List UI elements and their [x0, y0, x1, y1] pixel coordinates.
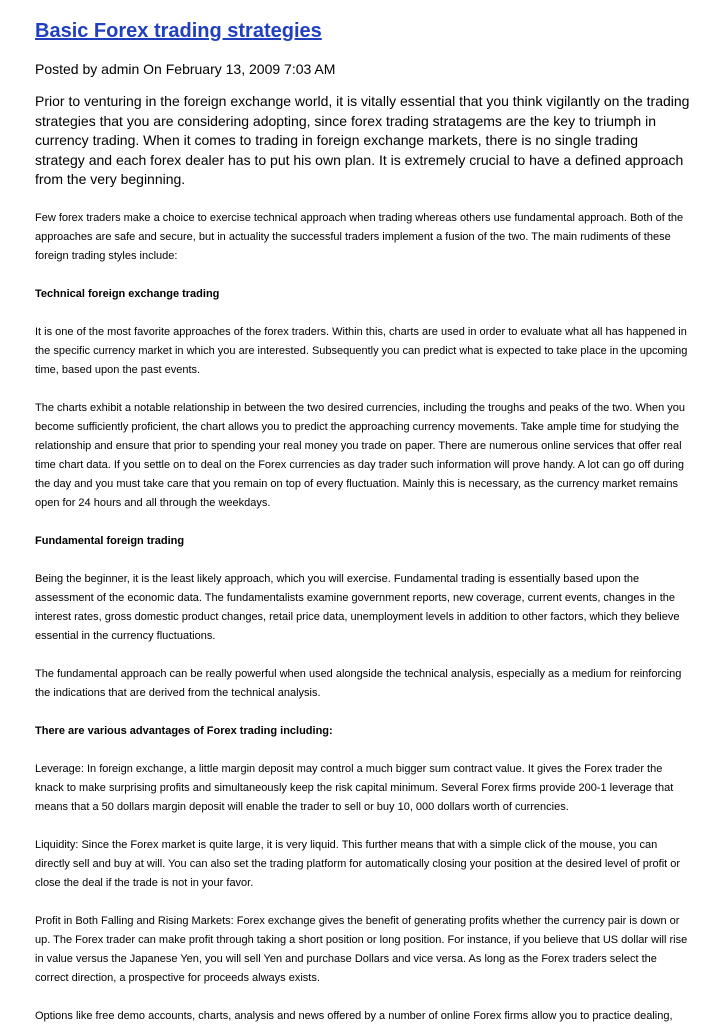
- paragraph-liquidity: Liquidity: Since the Forex market is quite large, it is very liquid. This further means that with a simple click of the mouse, you can directly sell and buy at will. You can also set the trading platform for automatically closing your position at the desired level of profit or close the deal if the trade is not in your favor.: [35, 838, 681, 889]
- paragraph-fundamental-overview: Being the beginner, it is the least likely approach, which you will exercise. Fundamental trading is essentially based upon the assessment of the economic data. The fundamentalists examine government reports, new coverage, current events, changes in the interest rates, gross domestic product changes, retail price data, unemployment levels in addition to other factors, which they believe essential in the currency fluctuations.: [35, 572, 680, 642]
- paragraph-charts: The charts exhibit a notable relationship in between the two desired currencies, including the troughs and peaks of the two. When you become sufficiently proficient, the chart allows you to predict the approaching currency movements. Take ample time for studying the relationship and ensure that prior to spending your real money you trade on paper. There are numerous online services that offer real time chart data. If you settle on to deal on the Forex currencies as day trader such information will prove handy. A lot can go off during the day and you must take care that you remain on top of every fluctuation. Mainly this is necessary, as the currency market remains open for 24 hours and all through the weekdays.: [35, 401, 685, 509]
- heading-advantages: There are various advantages of Forex trading including:: [35, 724, 333, 737]
- paragraph-fundamental-combined: The fundamental approach can be really powerful when used alongside the technical analysis, especially as a medium for reinforcing the indications that are derived from the technical analysis.: [35, 667, 682, 699]
- paragraph-options: Options like free demo accounts, charts, analysis and news offered by a number of online Forex firms allow you to practice dealing,: [35, 1009, 673, 1022]
- post-title[interactable]: Basic Forex trading strategies: [35, 20, 322, 42]
- paragraph-technical-overview: It is one of the most favorite approaches of the forex traders. Within this, charts are used in order to evaluate what all has happened in the specific currency market in which you are interested. Subsequently you can predict what is expected to take place in the upcoming time, based upon the past events.: [35, 325, 688, 376]
- document-page: [35, 19, 691, 1026]
- paragraph-profit-markets: Profit in Both Falling and Rising Markets: Forex exchange gives the benefit of generating profits whether the currency pair is down or up. The Forex trader can make profit through taking a short position or long position. For instance, if you believe that US dollar will rise in value versus the Japanese Yen, you will sell Yen and purchase Dollars and vice versa. As long as the Forex traders select the correct direction, a prospective for proceeds always exists.: [35, 914, 688, 984]
- heading-fundamental-trading: Fundamental foreign trading: [35, 534, 185, 547]
- post-byline: Posted by admin On February 13, 2009 7:03 AM: [35, 61, 336, 77]
- paragraph-leverage: Leverage: In foreign exchange, a little margin deposit may control a much bigger sum contract value. It gives the Forex trader the knack to make surprising profits and simultaneously keep the risk capital minimum. Several Forex firms provide 200-1 leverage that means that a 50 dollars margin deposit will enable the trader to sell or buy 10, 000 dollars worth of currencies.: [35, 762, 674, 813]
- heading-technical-trading: Technical foreign exchange trading: [35, 287, 220, 300]
- paragraph-approaches: Few forex traders make a choice to exercise technical approach when trading whereas others use fundamental approach. Both of the approaches are safe and secure, but in actuality the successful traders implement a fusion of the two. The main rudiments of these foreign trading styles include:: [35, 211, 684, 262]
- intro-paragraph: Prior to venturing in the foreign exchange world, it is vitally essential that you think vigilantly on the trading strategies that you are considering adopting, since forex trading stratagems are the key to triumph in currency trading. When it comes to trading in foreign exchange markets, there is no single trading strategy and each forex dealer has to put his own plan. It is extremely crucial to have a defined approach from the very beginning.: [35, 93, 690, 187]
